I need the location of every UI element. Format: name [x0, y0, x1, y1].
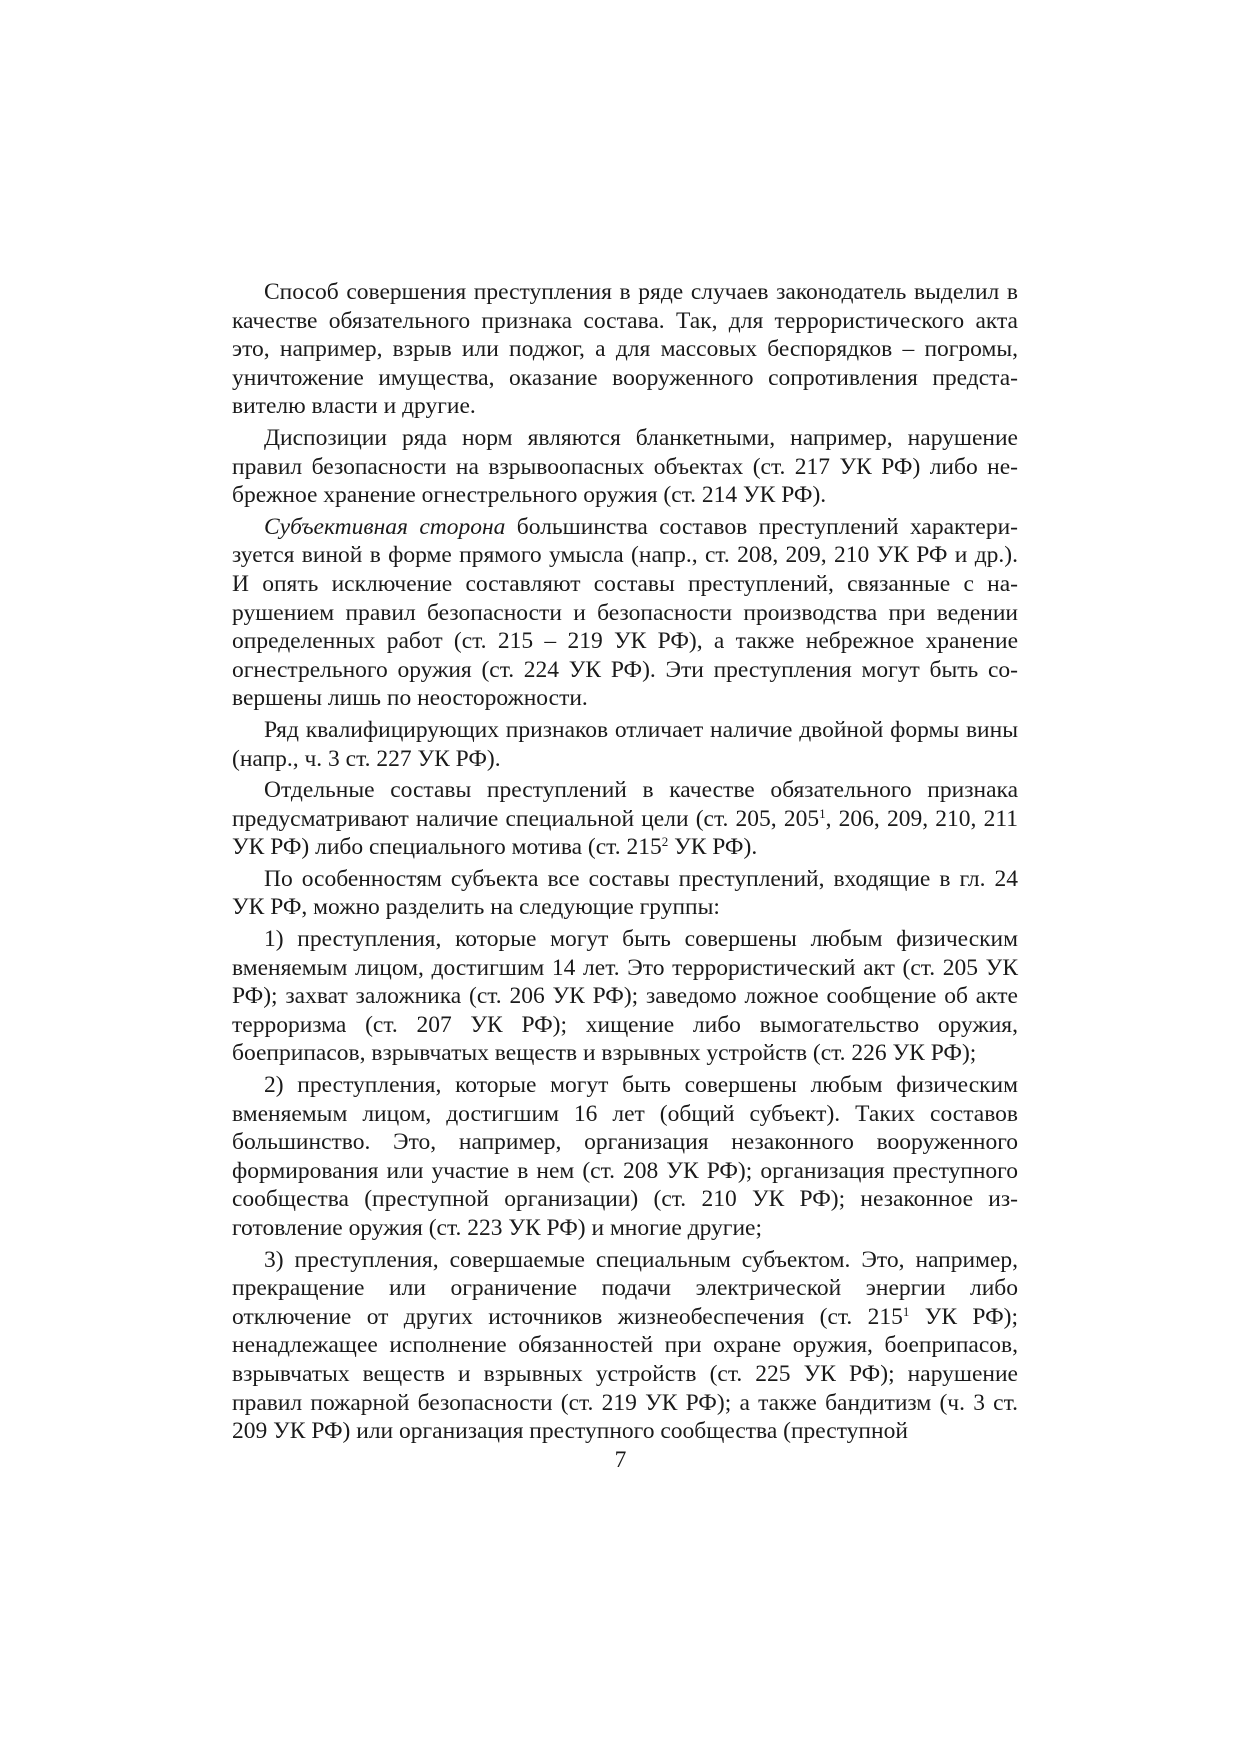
paragraph-p5 — [232, 776, 1018, 862]
superscript-index: 1 — [819, 805, 826, 821]
text-segment: По особенностям субъекта все составы преступлений, входящие в гл. 24 УК РФ, можно разделить на следующие группы: — [232, 865, 1018, 921]
text-segment: Способ совершения преступления в ряде случаев законодатель выделил в качестве обязательного признака состава. Так, для террористического акта это, например, взрыв или поджог, а для массовых беспорядков – погромы, уничтожение имущества, оказание вооруженного сопротивления представителю власти и другие. — [232, 279, 1018, 420]
paragraph-p3 — [232, 513, 1018, 713]
text-segment: , 206, 209, 210, 211 УК РФ) либо специального мотива (ст. 215 — [232, 805, 1018, 861]
text-segment: Диспозиции ряда норм являются бланкетными, например, нарушение правил безопасности на взрывоопасных объектах (ст. 217 УК РФ) либо небрежное хранение огнестрельного оружия (ст. 214 УК РФ). — [232, 424, 1018, 509]
paragraph-p4 — [232, 716, 1018, 773]
text-segment: Ряд квалифицирующих признаков отличает наличие двойной формы вины (напр., ч. 3 ст. 227 УК РФ). — [232, 716, 1018, 772]
paragraph-p9 — [232, 1246, 1018, 1446]
text-segment: 2) преступления, которые могут быть совершены любым физическим вменяемым лицом, достигшим 16 лет (общий субъект). Таких составов большинство. Это, например, организация незаконного вооруженного формирования или участие в нем (ст. 208 УК РФ); организация преступного сообщества (преступной организации) (ст. 210 УК РФ); незаконное изготовление оружия (ст. 223 УК РФ) и многие другие; — [232, 1072, 1018, 1241]
text-segment: УК РФ); ненадлежащее исполнение обязанностей при охране оружия, боеприпасов, взрывчатых веществ и взрывных устройств (ст. 225 УК РФ); нарушение правил пожарной безопасности (ст. 219 УК РФ); а также бандитизм (ч. 3 ст. 209 УК РФ) или организация преступного сообщества (преступной — [232, 1303, 1018, 1445]
paragraph-p7 — [232, 925, 1018, 1068]
paragraph-p8 — [232, 1071, 1018, 1243]
text-segment: большинства составов преступлений характеризуется виной в форме прямого умысла (напр., ст. 208, 209, 210 УК РФ и др.). И опять исключение составляют составы преступлений, связанные с нарушением правил безопасности и безопасности производства при ведении определенных работ (ст. 215 – 219 УК РФ), а также небрежное хранение огнестрельного оружия (ст. 224 УК РФ). Эти преступления могут быть совершены лишь по неосторожности. — [232, 513, 1018, 712]
paragraph-p6 — [232, 865, 1018, 922]
document-body — [232, 278, 1018, 1446]
text-segment: 3) преступления, совершаемые специальным субъектом. Это, например, прекращение или ограничение подачи электрической энергии либо отключение от других источников жизнеобеспечения (ст. 215 — [232, 1246, 1018, 1330]
page-number: 7 — [614, 1447, 627, 1473]
text-segment: Отдельные составы преступлений в качестве обязательного признака предусматривают наличие специальной цели (ст. 205, 205 — [232, 777, 1018, 832]
paragraph-p2 — [232, 424, 1018, 510]
italic-term: Субъективная сторона — [264, 513, 506, 540]
paragraph-p1 — [232, 278, 1018, 421]
text-segment: 1) преступления, которые могут быть совершены любым физическим вменяемым лицом, достигшим 14 лет. Это террористический акт (ст. 205 УК РФ); захват заложника (ст. 206 УК РФ); заведомо ложное сообщение об акте терроризма (ст. 207 УК РФ); хищение либо вымогательство оружия, боеприпасов, взрывчатых веществ и взрывных устройств (ст. 226 УК РФ); — [232, 926, 1018, 1067]
superscript-index: 1 — [902, 1303, 910, 1319]
text-segment: УК РФ). — [668, 834, 758, 861]
superscript-index: 2 — [661, 834, 669, 850]
